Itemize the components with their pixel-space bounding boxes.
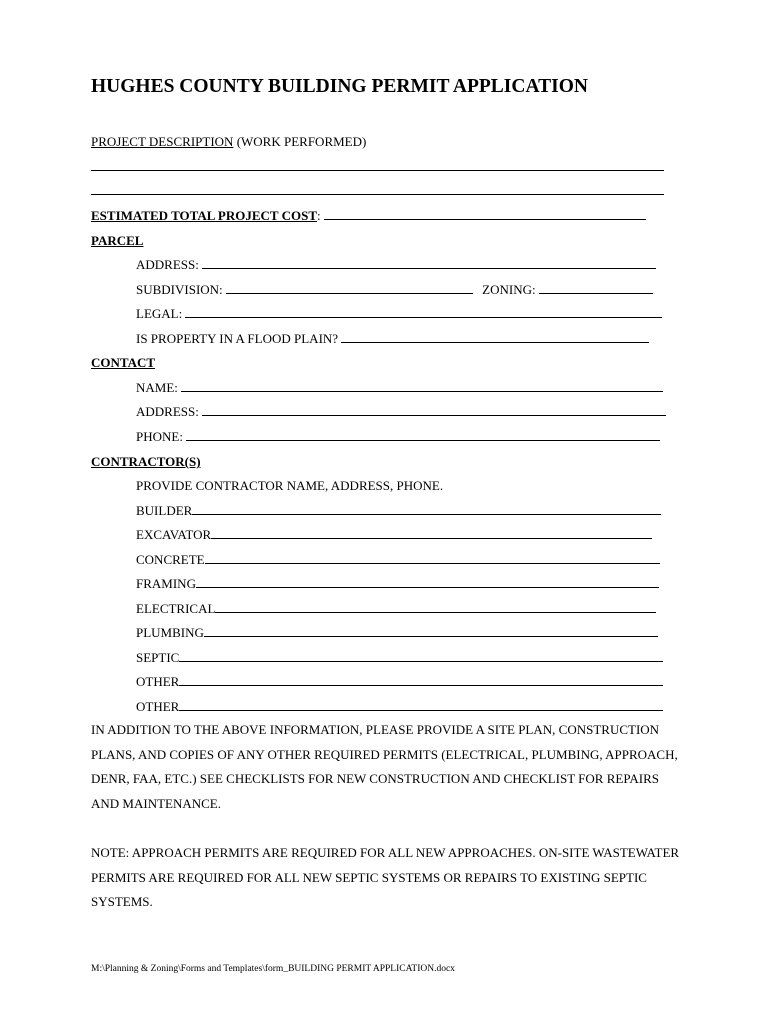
parcel-address-label: ADDRESS: — [136, 257, 199, 272]
contractor-concrete-row: CONCRETE — [136, 552, 660, 568]
contact-name-field[interactable] — [181, 380, 663, 392]
parcel-address-field[interactable] — [202, 257, 656, 269]
legal-field[interactable] — [185, 306, 662, 318]
contact-name-row — [136, 380, 663, 396]
project-description-line-2[interactable] — [91, 183, 664, 199]
approach-permit-note: NOTE: APPROACH PERMITS ARE REQUIRED FOR ALL NEW APPROACHES. ON-SITE WASTEWATER PERMITS ARE REQUIRED FOR ALL NEW SEPTIC SYSTEMS OR REPAIRS TO EXISTING SEPTIC SYSTEMS. — [91, 845, 680, 910]
project-cost-row: ESTIMATED TOTAL PROJECT COST: — [91, 208, 646, 224]
contractors-instruction: PROVIDE CONTRACTOR NAME, ADDRESS, PHONE. — [136, 478, 444, 493]
subdivision-label: SUBDIVISION: — [136, 282, 223, 297]
project-cost-label: ESTIMATED TOTAL PROJECT COST — [91, 208, 318, 223]
contractor-electrical-field[interactable] — [215, 601, 656, 613]
page-title: HUGHES COUNTY BUILDING PERMIT APPLICATION — [91, 76, 588, 97]
contact-heading: CONTACT — [91, 355, 156, 370]
contractor-septic-row: SEPTIC — [136, 650, 663, 666]
parcel-legal-row — [136, 306, 662, 322]
contractor-other-field-2[interactable] — [179, 699, 663, 711]
project-description-row — [91, 134, 366, 150]
contact-address-row — [136, 404, 666, 420]
contractor-excavator-field[interactable] — [211, 527, 652, 539]
flood-plain-label: IS PROPERTY IN A FLOOD PLAIN? — [136, 331, 339, 346]
zoning-field[interactable] — [539, 282, 653, 294]
contractor-framing-field[interactable] — [196, 576, 659, 588]
project-description-line-1[interactable] — [91, 159, 664, 175]
contractor-other-field-1[interactable] — [179, 674, 663, 686]
zoning-label: ZONING: — [482, 282, 536, 297]
contact-address-label: ADDRESS: — [136, 404, 199, 419]
contact-phone-label: PHONE: — [136, 429, 183, 444]
project-description-heading: PROJECT DESCRIPTION — [91, 134, 234, 149]
flood-plain-row — [136, 331, 649, 347]
contractor-electrical-row: ELECTRICAL — [136, 601, 656, 617]
contractor-concrete-field[interactable] — [205, 552, 660, 564]
contractor-septic-field[interactable] — [179, 650, 663, 662]
project-description-subheading: (WORK PERFORMED) — [236, 134, 367, 149]
contractor-other-row-2: OTHER — [136, 699, 663, 715]
subdivision-field[interactable] — [226, 282, 473, 294]
project-cost-field[interactable] — [324, 208, 646, 220]
contractor-plumbing-row: PLUMBING — [136, 625, 658, 641]
contractor-other-row-1: OTHER — [136, 674, 663, 690]
parcel-heading: PARCEL — [91, 233, 144, 248]
contact-phone-field[interactable] — [186, 429, 660, 441]
file-path-footer: M:\Planning & Zoning\Forms and Templates\form_BUILDING PERMIT APPLICATION.docx — [91, 964, 455, 974]
flood-plain-field[interactable] — [341, 331, 649, 343]
parcel-address-row — [136, 257, 656, 273]
legal-label: LEGAL: — [136, 306, 183, 321]
parcel-subdivision-row — [136, 282, 653, 298]
additional-info-note: IN ADDITION TO THE ABOVE INFORMATION, PLEASE PROVIDE A SITE PLAN, CONSTRUCTION PLANS, AND COPIES OF ANY OTHER REQUIRED PERMITS (ELECTRICAL, PLUMBING, APPROACH, DENR, FAA, ETC.) SEE CHECKLISTS FOR NEW CONSTRUCTION AND CHECKLIST FOR REPAIRS AND MAINTENANCE. — [91, 722, 678, 811]
contact-address-field[interactable] — [202, 404, 666, 416]
contractor-excavator-row: EXCAVATOR — [136, 527, 652, 543]
contractor-plumbing-field[interactable] — [204, 625, 658, 637]
contractors-heading: CONTRACTOR(S) — [91, 454, 201, 469]
contact-phone-row — [136, 429, 660, 445]
contractor-framing-row: FRAMING — [136, 576, 659, 592]
contractor-builder-row: BUILDER — [136, 503, 661, 519]
contractor-builder-field[interactable] — [192, 503, 661, 515]
contact-name-label: NAME: — [136, 380, 178, 395]
